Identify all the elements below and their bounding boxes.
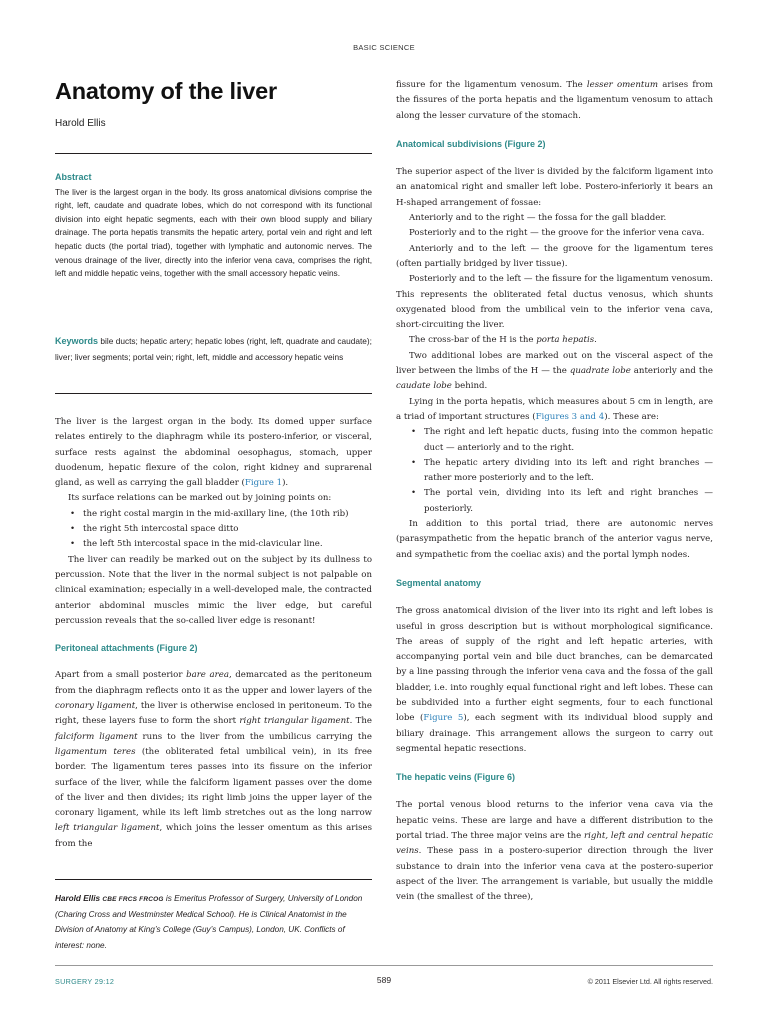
fossa-item: Posteriorly and to the right — the groove for the inferior vena cava. (409, 228, 705, 239)
list-item: • The hepatic artery dividing into its left and right branches — rather more posteriorly and to the left. (396, 456, 713, 487)
running-head: BASIC SCIENCE (353, 43, 415, 52)
list-item: • The portal vein, dividing into its left and right branches — posteriorly. (396, 486, 713, 517)
term-caudate-lobe: caudate lobe (396, 381, 452, 392)
text-segment: The gross anatomical division of the liver into its right and left lobes is useful in gross description but is without morphological significance. The areas of supply of the right and left hepatic arteries, with accompanying portal vein and bile duct branches, can be demarcated by a line passing through the inferior vena cava and the fossa of the gall bladder, i.e. into roughly equal functional right and left lobes. These can be subdivided into a further eight segments, four to each functional lobe ( (396, 606, 713, 724)
journal-citation: SURGERY 29:12 (55, 977, 115, 986)
list-item: • the right costal margin in the mid-axillary line, (the 10th rib) (55, 507, 372, 522)
term-ligamentum-teres: ligamentum teres (55, 746, 136, 757)
term-lesser-omentum: lesser omentum (586, 80, 659, 90)
text-segment: The portal venous blood returns to the inferior vena cava via the hepatic veins. These are large and have a different distribution to the portal triad. The three major veins are the (396, 800, 713, 842)
text-segment: Two additional lobes are marked out on the visceral aspect of the liver between the limbs of the H — the (396, 350, 713, 377)
hepatic-veins-heading: The hepatic veins (Figure 6) (396, 772, 516, 783)
author-footnote (55, 891, 372, 953)
footer-rule (55, 965, 713, 966)
term-quadrate-lobe: quadrate lobe (569, 366, 631, 377)
page-number: 589 (376, 975, 392, 985)
hepatic-veins-paragraph (396, 798, 713, 905)
term-coronary-ligament: coronary ligament (55, 701, 136, 712)
text-segment: fissure for the ligamentum venosum. The (396, 80, 587, 90)
term-hepatic-veins: right, left and central hepatic veins (396, 831, 713, 857)
footnote-qualifications: CBE FRCS FRCOG (102, 896, 164, 903)
copyright: © 2011 Elsevier Ltd. All rights reserved. (587, 977, 713, 986)
peritoneal-paragraph (55, 668, 372, 852)
abstract-bottom-rule (55, 393, 372, 394)
footnote-author: Harold Ellis (55, 894, 101, 903)
footnote-rule (55, 879, 372, 880)
list-item: • the right 5th intercostal space ditto (55, 522, 372, 537)
footnote-text: is Emeritus Professor of Surgery, University of London (Charing Cross and Westminster Medical School). He is Clinical Anatomist in the Division of Anatomy at King’s College (Guy’s Campus), London, UK. Conflicts of interest: none. (55, 894, 363, 950)
text-segment: Apart from a small posterior (55, 670, 187, 681)
abstract-top-rule (55, 153, 372, 154)
figure-1-link[interactable]: Figure 1 (244, 478, 283, 489)
term-right-triangular-ligament: right triangular ligament (239, 716, 350, 727)
term-left-triangular-ligament: left triangular ligament (55, 823, 160, 834)
term-bare-area: bare area (186, 670, 229, 681)
surface-points-list (55, 507, 372, 553)
author-name: Harold Ellis (55, 118, 106, 129)
fossa-item: Anteriorly and to the left — the groove for the ligamentum teres (often partially bridged by liver tissue). (396, 243, 713, 269)
text-segment: Lying in the porta hepatis, which measures about 5 cm in length, are a triad of important structures ( (396, 396, 713, 422)
text-segment: , demarcated as the peritoneum from the diaphragm reflects onto it as the upper and lower layers of the (55, 670, 372, 696)
intro-text-b: ). (282, 478, 289, 489)
abstract (55, 171, 372, 281)
text-segment: , the liver is otherwise enclosed in peritoneum. To the right, these layers fuse to form the short (55, 701, 373, 727)
text-segment: . These pass in a postero-superior direction through the liver substance to drain into the inferior vena cava at the postero-superior aspect of the liver. The arrangement is variable, but usually the middle vein (the smallest of the three), (396, 846, 713, 903)
keywords (55, 334, 372, 365)
list-item: • the left 5th intercostal space in the mid-clavicular line. (55, 537, 372, 552)
intro-text-a: The liver is the largest organ in the body. Its domed upper surface relates entirely to the diaphragm while its postero-inferior, or visceral, surface rests against the abdominal oesophagus, stomach, upper duodenum, hepatic flexure of the colon, right kidney and suprarenal gland, as well as carrying the gall bladder ( (55, 417, 372, 489)
omentum-continuation-paragraph (396, 78, 713, 124)
anatomical-subdivisions-heading: Anatomical subdivisions (Figure 2) (396, 138, 546, 149)
segmental-paragraph (396, 604, 713, 757)
peritoneal-attachments-heading: Peritoneal attachments (Figure 2) (55, 643, 198, 654)
abstract-text: The liver is the largest organ in the body. Its gross anatomical divisions comprise the right, left, caudate and quadrate lobes, which do not correspond with its functional division into eight hepatic segments, each with their own blood supply and biliary drainage. The porta hepatis transmits the hepatic artery, portal vein and right and left hepatic ducts (the portal triad), together with lymphatic and autonomic nerves. The venous drainage of the liver, directly into the inferior vena cava, comprises the right, left and middle hepatic veins, together with the small accessory hepatic veins. (55, 186, 372, 279)
text-segment: ). These are: (604, 411, 659, 422)
additional-lobes-paragraph (396, 349, 713, 395)
keywords-heading: Keywords (55, 336, 99, 346)
text-segment: behind. (451, 381, 488, 392)
percussion-paragraph: The liver can readily be marked out on the subject by its dullness to percussion. Note that the liver in the normal subject is not palpable on clinical examination; especially in a well-developed male, the contracted anterior abdominal muscles mimic the liver edge, but careful percussion reveals that the so-called liver edge is resonant! (55, 554, 372, 626)
text-segment: . The (349, 716, 372, 727)
text-segment: anteriorly and the (630, 366, 713, 377)
text-segment: ), each segment with its individual blood supply and biliary drainage. This arrangement allows the surgeon to carry out segmental hepatic resections. (396, 713, 714, 754)
porta-triad-paragraph (396, 395, 713, 426)
text-segment: runs to the liver from the umbilicus carrying the (137, 731, 372, 742)
text-segment: arises from the fissures of the porta hepatis and the ligamentum venosum to attach along the lesser curvature of the stomach. (396, 80, 713, 121)
surface-relations-paragraph: Its surface relations can be marked out by joining points on: (68, 493, 332, 504)
figure-5-link[interactable]: Figure 5 (423, 713, 464, 724)
text-segment: , which joins the lesser omentum as this arises from the (55, 823, 372, 849)
intro-paragraph (55, 415, 372, 491)
left-column-body (55, 415, 372, 852)
term-falciform-ligament: falciform ligament (55, 731, 138, 742)
list-item: • The right and left hepatic ducts, fusing into the common hepatic duct — anteriorly and to the right. (396, 425, 713, 456)
article-title: Anatomy of the liver (55, 78, 277, 104)
cross-bar-paragraph (396, 333, 713, 348)
segmental-anatomy-heading: Segmental anatomy (396, 577, 482, 588)
text-segment: (the obliterated fetal umbilical vein), in its free border. The ligamentum teres passes into its fissure on the inferior surface of the liver, while the falciform ligament passes over the dome of the liver and then divides; its right limb joins the upper layer of the coronary ligament, while its left limb stretches out as the long narrow (55, 746, 372, 819)
term-porta-hepatis: porta hepatis (536, 335, 595, 346)
text-segment: The cross-bar of the H is the (409, 335, 537, 346)
abstract-heading: Abstract (55, 172, 92, 182)
portal-triad-list (396, 425, 713, 517)
figures-3-4-link[interactable]: Figures 3 and 4 (535, 411, 605, 422)
fossa-item: Anteriorly and to the right — the fossa for the gall bladder. (409, 213, 667, 224)
text-segment: . (594, 335, 597, 346)
keywords-text: bile ducts; hepatic artery; hepatic lobes (right, left, quadrate and caudate); liver; liver segments; portal vein; right, left, middle and accessory hepatic veins (55, 336, 372, 362)
fossa-item: Posteriorly and to the left — the fissure for the ligamentum venosum. This represents the obliterated fetal ductus venosus, which shunts oxygenated blood from the umbilical vein to the inferior vena cava, short-circuiting the liver. (396, 274, 713, 331)
right-column-body (396, 78, 713, 906)
autonomic-nerves-paragraph: In addition to this portal triad, there are autonomic nerves (parasympathetic from the hepatic branch of the anterior vagus nerve, and sympathetic from the coeliac axis) and the portal lymph nodes. (396, 519, 713, 560)
subdivisions-intro-paragraph: The superior aspect of the liver is divided by the falciform ligament into an anatomical right and smaller left lobe. Postero-inferiorly it bears an H-shaped arrangement of fossae: (396, 167, 713, 208)
